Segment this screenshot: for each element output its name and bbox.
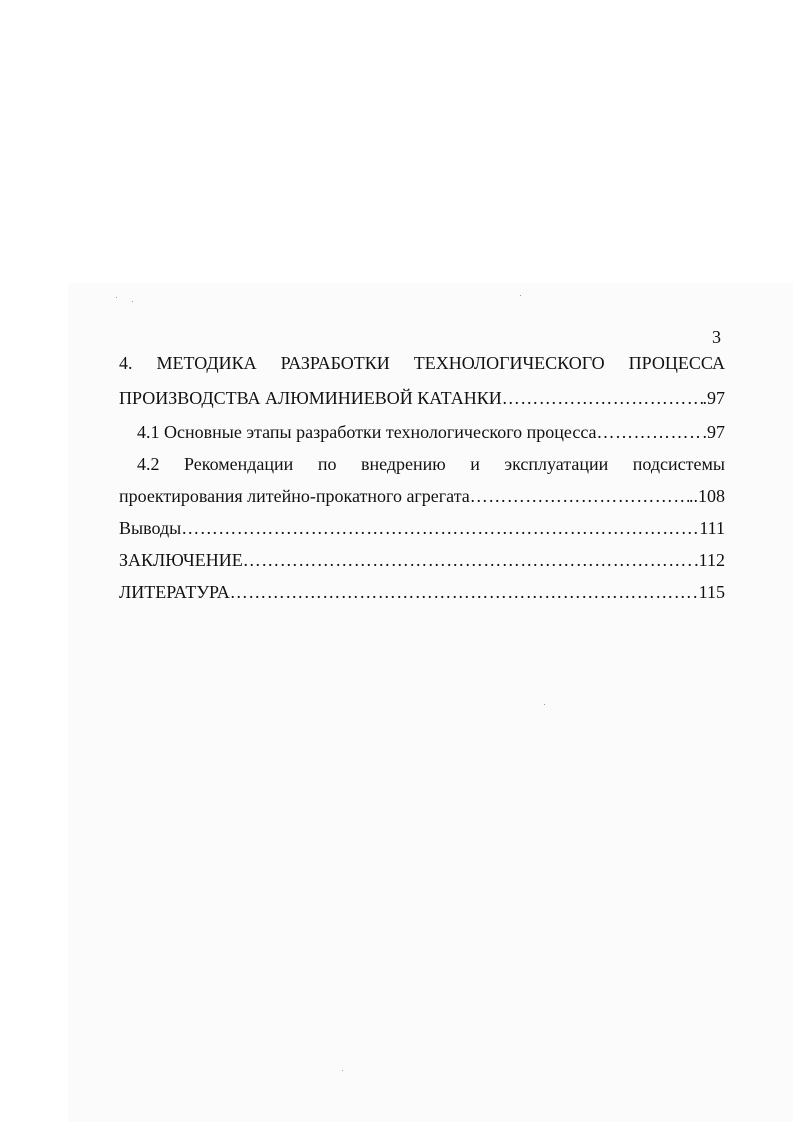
toc-page-number: ..108 — [689, 486, 725, 506]
toc-entry-text: ПРОИЗВОДСТВА АЛЮМИНИЕВОЙ КАТАНКИ — [119, 388, 502, 408]
dot-leader — [181, 516, 699, 540]
toc-page-number: .97 — [702, 422, 725, 442]
toc-chapter-4-heading-line2 — [119, 386, 725, 410]
toc-word: эксплуатации — [504, 454, 609, 474]
scan-speck — [520, 295, 521, 296]
toc-word: ПРОЦЕССА — [628, 353, 725, 373]
toc-word: ТЕХНОЛОГИЧЕСКОГО — [413, 353, 605, 373]
toc-chapter-4-heading-line1 — [119, 351, 725, 375]
toc-page-number: 115 — [698, 582, 725, 602]
dot-leader — [597, 420, 703, 444]
toc-entry-text: ЗАКЛЮЧЕНИЕ — [119, 550, 243, 570]
toc-word: 4. — [119, 353, 133, 373]
toc-page-number: .112 — [694, 550, 725, 570]
toc-word: 4.2 — [137, 454, 160, 474]
toc-page-number: .97 — [702, 388, 725, 408]
toc-word: внедрению — [360, 454, 446, 474]
toc-word: МЕТОДИКА — [156, 353, 257, 373]
toc-entry-text: проектирования литейно-прокатного агрегата — [119, 486, 470, 506]
toc-entry-text: 4.1 Основные этапы разработки технологического процесса — [137, 422, 597, 442]
toc-section-4-2-line2 — [119, 484, 725, 508]
toc-references — [119, 580, 725, 604]
toc-word: по — [317, 454, 337, 474]
toc-word: подсистемы — [632, 454, 725, 474]
dot-leader — [243, 548, 694, 572]
toc-conclusions — [119, 516, 725, 540]
toc-final-conclusion — [119, 548, 725, 572]
dot-leader — [502, 386, 703, 410]
page-number: 3 — [712, 327, 721, 347]
toc-entry-text: Выводы — [119, 518, 182, 538]
dot-leader — [230, 580, 699, 604]
toc-word: РАЗРАБОТКИ — [280, 353, 390, 373]
toc-entry-text: ЛИТЕРАТУРА — [119, 582, 230, 602]
toc-word: и — [470, 454, 480, 474]
scan-speck — [132, 301, 133, 302]
toc-word: Рекомендации — [184, 454, 294, 474]
toc-section-4-1 — [119, 420, 725, 444]
scan-speck — [116, 297, 117, 298]
dot-leader — [470, 484, 689, 508]
toc-section-4-2-line1 — [119, 452, 725, 476]
toc-page-number: 111 — [699, 518, 725, 538]
scan-speck — [544, 704, 545, 705]
scan-speck — [342, 1070, 343, 1071]
